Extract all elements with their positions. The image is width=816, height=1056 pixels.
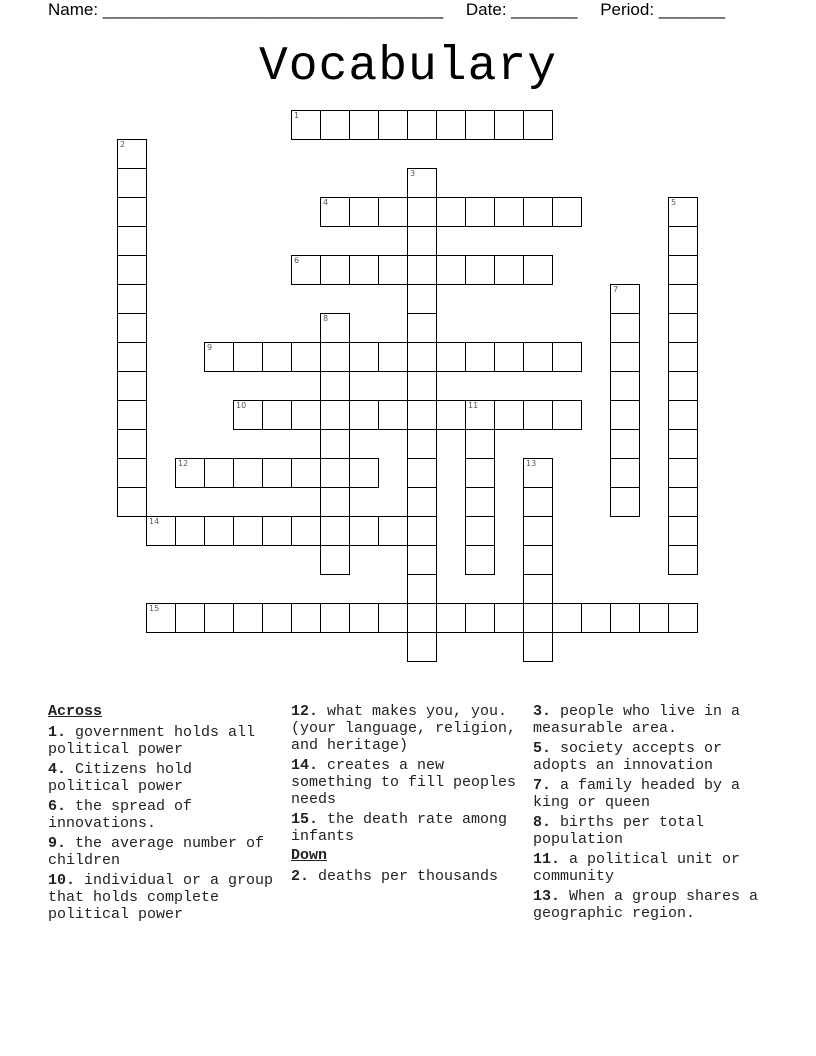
crossword-cell[interactable]: [378, 110, 408, 140]
crossword-cell[interactable]: [146, 516, 176, 546]
clue-number-label: 3: [410, 169, 416, 178]
clue-number-label: 9: [207, 343, 213, 352]
crossword-cell[interactable]: [668, 342, 698, 372]
crossword-cell[interactable]: [523, 255, 553, 285]
crossword-cell[interactable]: [291, 458, 321, 488]
clue-item: [291, 703, 521, 754]
crossword-cell[interactable]: [204, 342, 234, 372]
crossword-cell[interactable]: [320, 458, 350, 488]
clue-number-label: 1: [294, 111, 300, 120]
crossword-cell[interactable]: [436, 197, 466, 227]
clue-number: 5.: [533, 740, 552, 757]
crossword-cell[interactable]: [233, 458, 263, 488]
clue-text: people who live in a measurable area.: [533, 703, 741, 737]
crossword-cell[interactable]: [320, 603, 350, 633]
crossword-cell[interactable]: [523, 400, 553, 430]
crossword-cell[interactable]: [407, 197, 437, 227]
clue-text: what makes you, you.(your language, religion, and heritage): [291, 703, 517, 754]
clue-text: Citizens hold political power: [48, 761, 193, 795]
crossword-cell[interactable]: [262, 400, 292, 430]
crossword-cell[interactable]: [523, 342, 553, 372]
crossword-cell[interactable]: [668, 371, 698, 401]
crossword-cell[interactable]: [117, 168, 147, 198]
crossword-cell[interactable]: [610, 429, 640, 459]
clue-item: [48, 798, 278, 832]
clue-number: 2.: [291, 868, 310, 885]
crossword-cell[interactable]: [407, 400, 437, 430]
crossword-cell[interactable]: [407, 487, 437, 517]
crossword-cell[interactable]: [610, 400, 640, 430]
clue-number: 12.: [291, 703, 319, 720]
crossword-cell[interactable]: [436, 255, 466, 285]
crossword-cell[interactable]: [291, 255, 321, 285]
crossword-cell[interactable]: [407, 429, 437, 459]
clue-text: society accepts or adopts an innovation: [533, 740, 723, 774]
crossword-cell[interactable]: [552, 342, 582, 372]
crossword-cell[interactable]: [668, 487, 698, 517]
crossword-cell[interactable]: [610, 603, 640, 633]
crossword-cell[interactable]: [117, 284, 147, 314]
crossword-cell[interactable]: [407, 342, 437, 372]
crossword-cell[interactable]: [523, 458, 553, 488]
page-title: Vocabulary: [258, 40, 558, 94]
crossword-cell[interactable]: [378, 516, 408, 546]
crossword-cell[interactable]: [668, 313, 698, 343]
clue-text: individual or a group that holds complete political power: [48, 872, 274, 923]
clue-number: 9.: [48, 835, 67, 852]
crossword-cell[interactable]: [407, 545, 437, 575]
crossword-cell[interactable]: [668, 603, 698, 633]
crossword-cell[interactable]: [349, 342, 379, 372]
crossword-cell[interactable]: [233, 400, 263, 430]
student-info-header: [48, 0, 725, 20]
crossword-cell[interactable]: [320, 487, 350, 517]
clue-item: [48, 835, 278, 869]
crossword-cell[interactable]: [320, 197, 350, 227]
clue-number-label: 2: [120, 140, 126, 149]
crossword-cell[interactable]: [407, 371, 437, 401]
crossword-cell[interactable]: [117, 255, 147, 285]
clue-text: government holds all political power: [48, 724, 256, 758]
crossword-cell[interactable]: [407, 226, 437, 256]
clue-number-label: 4: [323, 198, 329, 207]
clue-text: When a group shares a geographic region.: [533, 888, 759, 922]
crossword-cell[interactable]: [320, 110, 350, 140]
crossword-cell[interactable]: [465, 458, 495, 488]
clue-item: [291, 757, 521, 808]
crossword-cell[interactable]: [465, 516, 495, 546]
crossword-cell[interactable]: [117, 371, 147, 401]
clue-number: 1.: [48, 724, 67, 741]
period-field[interactable]: Period: _______: [600, 0, 725, 19]
crossword-cell[interactable]: [117, 313, 147, 343]
crossword-cell[interactable]: [436, 110, 466, 140]
clue-item: [48, 724, 278, 758]
clue-text: births per total population: [533, 814, 705, 848]
crossword-cell[interactable]: [349, 110, 379, 140]
crossword-cell[interactable]: [320, 313, 350, 343]
clue-text: a family headed by a king or queen: [533, 777, 741, 811]
crossword-cell[interactable]: [175, 458, 205, 488]
crossword-cell[interactable]: [639, 603, 669, 633]
crossword-cell[interactable]: [523, 574, 553, 604]
crossword-cell[interactable]: [378, 197, 408, 227]
crossword-cell[interactable]: [117, 400, 147, 430]
clue-item: [291, 811, 521, 845]
crossword-cell[interactable]: [668, 255, 698, 285]
crossword-cell[interactable]: [465, 487, 495, 517]
crossword-cell[interactable]: [320, 400, 350, 430]
clue-number-label: 7: [613, 285, 619, 294]
clue-number-label: 14: [149, 517, 160, 526]
clue-number-label: 6: [294, 256, 300, 265]
clue-number: 8.: [533, 814, 552, 831]
crossword-cell[interactable]: [668, 197, 698, 227]
clue-number: 14.: [291, 757, 319, 774]
crossword-cell[interactable]: [407, 603, 437, 633]
crossword-cell[interactable]: [465, 400, 495, 430]
clue-number: 13.: [533, 888, 561, 905]
crossword-cell[interactable]: [494, 342, 524, 372]
crossword-cell[interactable]: [117, 226, 147, 256]
clue-item: [533, 740, 763, 774]
crossword-cell[interactable]: [610, 371, 640, 401]
clue-number: 3.: [533, 703, 552, 720]
crossword-cell[interactable]: [407, 632, 437, 662]
crossword-cell[interactable]: [349, 400, 379, 430]
crossword-cell[interactable]: [407, 110, 437, 140]
crossword-cell[interactable]: [523, 110, 553, 140]
clue-number-label: 13: [526, 459, 537, 468]
crossword-cell[interactable]: [407, 516, 437, 546]
crossword-cell[interactable]: [523, 632, 553, 662]
clue-item: [48, 761, 278, 795]
across-heading: Across: [48, 703, 103, 720]
clue-number-label: 5: [671, 198, 677, 207]
clue-text: the spread of innovations.: [48, 798, 193, 832]
crossword-cell[interactable]: [291, 603, 321, 633]
crossword-cell[interactable]: [581, 603, 611, 633]
crossword-cell[interactable]: [494, 603, 524, 633]
crossword-cell[interactable]: [378, 255, 408, 285]
crossword-cell[interactable]: [436, 400, 466, 430]
crossword-cell[interactable]: [523, 197, 553, 227]
crossword-cell[interactable]: [349, 255, 379, 285]
clue-item: [533, 777, 763, 811]
crossword-cell[interactable]: [117, 429, 147, 459]
clue-number-label: 10: [236, 401, 247, 410]
crossword-cell[interactable]: [465, 255, 495, 285]
crossword-cell[interactable]: [523, 545, 553, 575]
crossword-cell[interactable]: [668, 284, 698, 314]
crossword-cell[interactable]: [349, 516, 379, 546]
crossword-cell[interactable]: [494, 255, 524, 285]
crossword-cell[interactable]: [175, 603, 205, 633]
crossword-cell[interactable]: [610, 487, 640, 517]
crossword-cell[interactable]: [117, 458, 147, 488]
clue-item: [533, 888, 763, 922]
crossword-cell[interactable]: [233, 342, 263, 372]
clues-column-3: [533, 703, 763, 925]
clue-number: 11.: [533, 851, 561, 868]
clue-number: 7.: [533, 777, 552, 794]
crossword-cell[interactable]: [349, 603, 379, 633]
crossword-cell[interactable]: [204, 458, 234, 488]
crossword-cell[interactable]: [204, 603, 234, 633]
crossword-cell[interactable]: [291, 342, 321, 372]
date-field[interactable]: Date: _______: [465, 0, 578, 19]
crossword-cell[interactable]: [465, 342, 495, 372]
crossword-cell[interactable]: [146, 603, 176, 633]
clue-number: 10.: [48, 872, 76, 889]
clue-item: [48, 872, 278, 923]
clue-item: [533, 851, 763, 885]
clue-text: a political unit or community: [533, 851, 741, 885]
crossword-cell[interactable]: [291, 400, 321, 430]
crossword-cell[interactable]: [407, 255, 437, 285]
crossword-cell[interactable]: [117, 139, 147, 169]
clue-number-label: 15: [149, 604, 160, 613]
crossword-cell[interactable]: [291, 110, 321, 140]
crossword-cell[interactable]: [436, 342, 466, 372]
crossword-cell[interactable]: [262, 342, 292, 372]
crossword-cell[interactable]: [465, 603, 495, 633]
crossword-cell[interactable]: [291, 516, 321, 546]
crossword-cell[interactable]: [320, 255, 350, 285]
crossword-cell[interactable]: [407, 574, 437, 604]
crossword-cell[interactable]: [349, 458, 379, 488]
crossword-cell[interactable]: [668, 226, 698, 256]
crossword-cell[interactable]: [262, 603, 292, 633]
clues-column-1: [48, 703, 278, 926]
crossword-cell[interactable]: [668, 400, 698, 430]
crossword-cell[interactable]: [117, 487, 147, 517]
clue-text: the death rate among infants: [291, 811, 508, 845]
crossword-cell[interactable]: [668, 545, 698, 575]
clue-text: the average number of children: [48, 835, 265, 869]
crossword-cell[interactable]: [175, 516, 205, 546]
crossword-cell[interactable]: [668, 516, 698, 546]
crossword-cell[interactable]: [494, 110, 524, 140]
crossword-cell[interactable]: [494, 400, 524, 430]
crossword-cell[interactable]: [320, 516, 350, 546]
crossword-cell[interactable]: [523, 516, 553, 546]
down-heading: Down: [291, 847, 328, 864]
clue-number: 4.: [48, 761, 67, 778]
crossword-cell[interactable]: [349, 197, 379, 227]
clue-number-label: 8: [323, 314, 329, 323]
crossword-cell[interactable]: [552, 400, 582, 430]
clue-item: [533, 814, 763, 848]
crossword-cell[interactable]: [465, 545, 495, 575]
crossword-cell[interactable]: [407, 458, 437, 488]
clue-number-label: 11: [468, 401, 479, 410]
crossword-cell[interactable]: [262, 516, 292, 546]
crossword-cell[interactable]: [378, 400, 408, 430]
clue-item: [291, 868, 521, 885]
crossword-cell[interactable]: [407, 284, 437, 314]
crossword-cell[interactable]: [378, 603, 408, 633]
clue-item: [533, 703, 763, 737]
clue-number-label: 12: [178, 459, 189, 468]
crossword-cell[interactable]: [262, 458, 292, 488]
clue-number: 15.: [291, 811, 319, 828]
crossword-cell[interactable]: [610, 458, 640, 488]
crossword-cell[interactable]: [465, 197, 495, 227]
crossword-cell[interactable]: [436, 603, 466, 633]
crossword-cell[interactable]: [494, 197, 524, 227]
crossword-cell[interactable]: [465, 110, 495, 140]
clue-text: creates a new something to fill peoples needs: [291, 757, 517, 808]
crossword-cell[interactable]: [668, 458, 698, 488]
crossword-cell[interactable]: [204, 516, 234, 546]
crossword-cell[interactable]: [320, 429, 350, 459]
crossword-cell[interactable]: [233, 516, 263, 546]
crossword-cell[interactable]: [523, 603, 553, 633]
crossword-cell[interactable]: [610, 313, 640, 343]
crossword-cell[interactable]: [320, 342, 350, 372]
crossword-cell[interactable]: [378, 342, 408, 372]
crossword-cell[interactable]: [552, 603, 582, 633]
crossword-cell[interactable]: [610, 284, 640, 314]
crossword-cell[interactable]: [117, 342, 147, 372]
crossword-cell[interactable]: [465, 429, 495, 459]
clue-number: 6.: [48, 798, 67, 815]
crossword-cell[interactable]: [552, 197, 582, 227]
crossword-cell[interactable]: [117, 197, 147, 227]
crossword-cell[interactable]: [407, 168, 437, 198]
name-field[interactable]: Name: ____________________________________: [48, 0, 444, 19]
crossword-cell[interactable]: [407, 313, 437, 343]
crossword-cell[interactable]: [523, 487, 553, 517]
crossword-cell[interactable]: [320, 545, 350, 575]
crossword-cell[interactable]: [668, 429, 698, 459]
crossword-cell[interactable]: [320, 371, 350, 401]
clue-text: deaths per thousands: [309, 868, 499, 885]
clues-column-2: [291, 703, 521, 888]
crossword-cell[interactable]: [610, 342, 640, 372]
crossword-cell[interactable]: [233, 603, 263, 633]
